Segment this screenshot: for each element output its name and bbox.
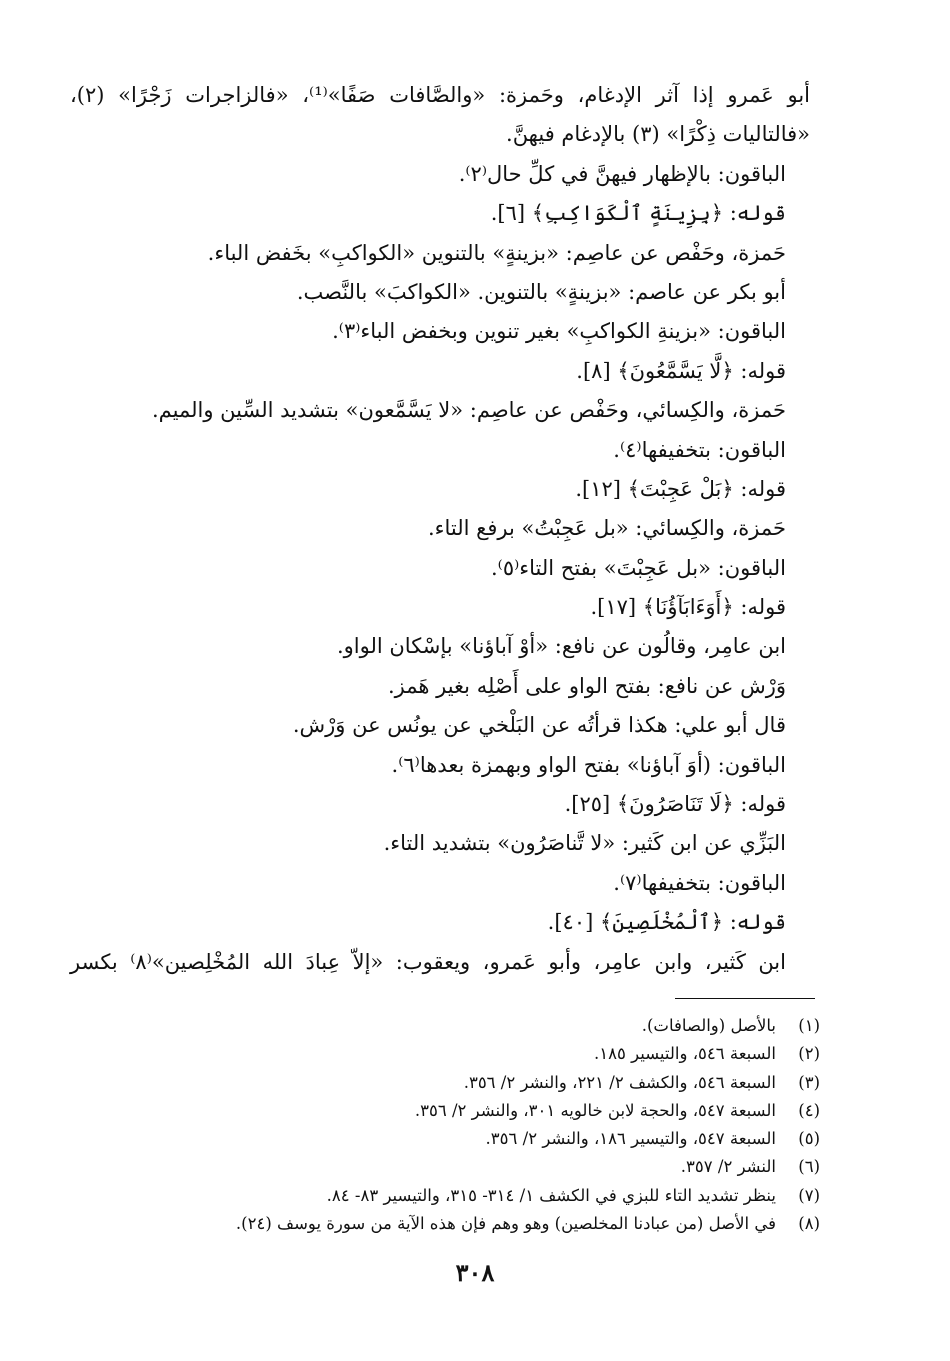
footnote <box>120 1125 820 1153</box>
text-line: الباقون: (أوَ آباؤنا» بفتح الواو وبهمزة بعدها⁽٦⁾. <box>391 752 786 777</box>
text-line: الباقون: «بزينةِ الكواكبِ» بغير تنوين وبخفض الباء⁽٣⁾. <box>332 319 786 344</box>
main-text <box>70 76 810 982</box>
text-line: البَزِّي عن ابن كَثير: «لا تَّناصَرُون» بتشديد التاء. <box>383 831 786 856</box>
text-line: أبو بكر عن عاصم: «بزينةٍ» بالتنوين. «الكواكبَ» بالنَّصب. <box>296 279 786 304</box>
text-line: قوله: ﴿بِزِينَةٍ ٱلْكَوَاكِبِ﴾ [٦]. <box>490 201 786 226</box>
text-line: قال أبو علي: هكذا قرأتُه عن البَلْخي عن يونُس عن وَرْش. <box>292 713 786 738</box>
text-line: قوله: ﴿أَوَءَابَآؤُنَا﴾ [١٧]. <box>590 595 786 620</box>
text-line: ابن كَثير، وابن عامِر، وأبو عَمرو، ويعقوب: «إلاّ عِبادَ الله المُخْلِصين»⁽٨⁾ بكسر <box>70 949 786 974</box>
footnote <box>120 1153 820 1181</box>
footnote-number: (٥) <box>798 1129 820 1149</box>
footnote <box>120 1040 820 1068</box>
footnote-number: (٦) <box>798 1157 820 1177</box>
footnote <box>120 1097 820 1125</box>
text-line: حَمزة، وحَفْص عن عاصِم: «بزينةٍ» بالتنوين «الكواكبِ» بخَفض الباء. <box>207 240 786 265</box>
footnote-number: (٣) <box>798 1072 820 1092</box>
text-line: حَمزة، والكِسائي، وحَفْص عن عاصِم: «لا يَسَّمَّعون» بتشديد السِّين والميم. <box>152 398 786 423</box>
text-line: قوله: ﴿لَّا يَسَّمَّعُونَ﴾ [٨]. <box>576 358 786 383</box>
footnote-text: السبعة ٥٤٧، والحجة لابن خالويه ٣٠١، والنشر ٢/ ٣٥٦. <box>414 1100 776 1120</box>
footnote-text: ينظر تشديد التاء للبزي في الكشف ١/ ٣١٤- ٣١٥، والتيسير ٨٣- ٨٤. <box>326 1185 776 1205</box>
footnote <box>120 1012 820 1040</box>
text-line: أبو عَمرو إذا آثر الإدغام، وحَمزة: «والصَّافات صَفًا»⁽¹⁾، «فالزاجرات زَجْرًا» (٢)، <box>70 83 811 107</box>
footnotes <box>120 1012 820 1238</box>
footnote <box>120 1069 820 1097</box>
text-line: الباقون: «بل عَجِبْتَ» بفتح التاء⁽٥⁾. <box>490 555 786 580</box>
page-number: ٣٠٨ <box>455 1258 495 1287</box>
text-line: قوله: ﴿ٱلْمُخْلَصِينَ﴾ [٤٠]. <box>547 910 786 935</box>
text-line: وَرْش عن نافع: بفتح الواو على أَصْلِه بغير هَمز. <box>387 673 786 698</box>
footnote-text: السبعة ٥٤٦، والكشف ٢/ ٢٢١، والنشر ٢/ ٣٥٦. <box>463 1072 776 1092</box>
text-line: قوله: ﴿لَا تَنَاصَرُونَ﴾ [٢٥]. <box>564 792 786 817</box>
footnote-separator <box>675 998 815 999</box>
text-line: ابن عامِر، وقالُون عن نافع: «أوْ آباؤنا» بإسْكان الواو. <box>336 634 786 659</box>
footnote <box>120 1182 820 1210</box>
footnote <box>120 1210 820 1238</box>
footnote-number: (٨) <box>798 1214 820 1234</box>
footnote-text: النشر ٢/ ٣٥٧. <box>680 1157 776 1177</box>
text-line: حَمزة، والكِسائي: «بل عَجِبْتُ» برفع التاء. <box>427 516 786 541</box>
footnote-number: (٢) <box>798 1044 820 1064</box>
footnote-number: (٤) <box>798 1100 820 1120</box>
footnote-text: بالأصل (والصافات). <box>641 1016 776 1035</box>
text-line: الباقون: بتخفيفها⁽٤⁾. <box>613 437 786 462</box>
text-line: الباقون: بالإظهار فيهنَّ في كلِّ حال⁽٢⁾. <box>458 161 786 186</box>
footnote-number: (١) <box>798 1016 820 1035</box>
text-line: قوله: ﴿بَلْ عَجِبْتَ﴾ [١٢]. <box>575 476 786 501</box>
footnote-text: السبعة ٥٤٧، والتيسير ١٨٦، والنشر ٢/ ٣٥٦. <box>485 1129 776 1149</box>
footnote-number: (٧) <box>798 1185 820 1205</box>
footnote-text: في الأصل (من عبادنا المخلصين) وهو وهم فإن هذه الآية من سورة يوسف (٢٤). <box>235 1214 776 1234</box>
footnote-text: السبعة ٥٤٦، والتيسير ١٨٥. <box>594 1044 776 1064</box>
text-line: الباقون: بتخفيفها⁽٧⁾. <box>613 870 786 895</box>
text-line: «فالتاليات ذِكْرًا» (٣) بالإدغام فيهنَّ. <box>506 122 810 147</box>
